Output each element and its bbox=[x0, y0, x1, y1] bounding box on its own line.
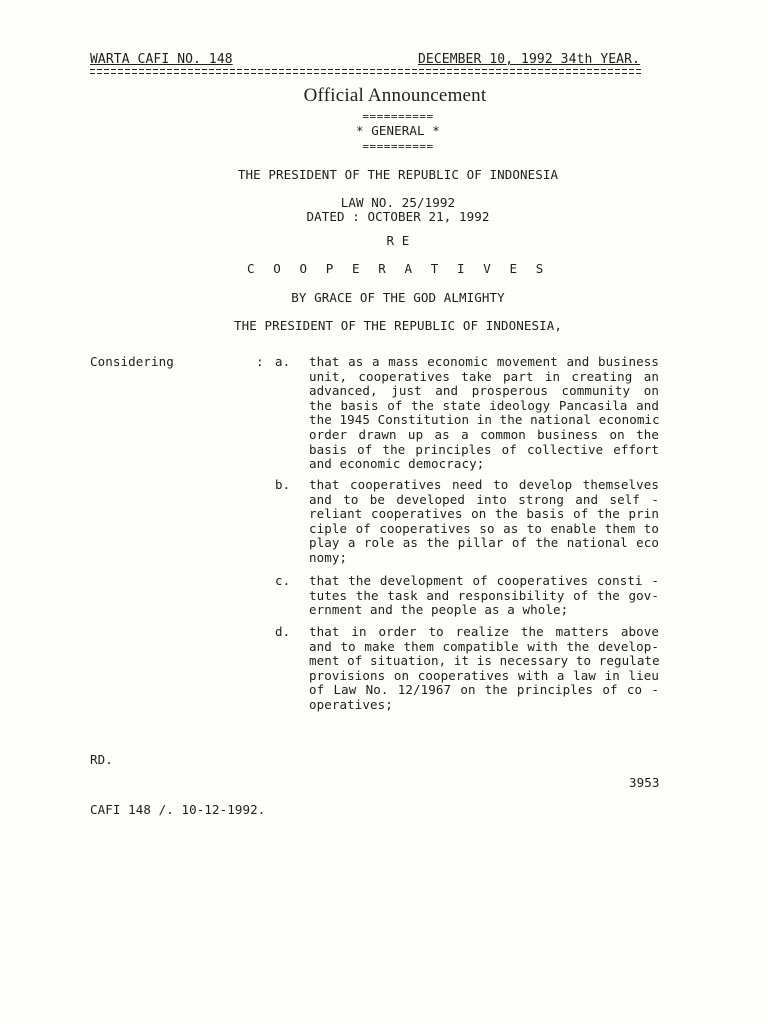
law-issuer: THE PRESIDENT OF THE REPUBLIC OF INDONESIA bbox=[237, 167, 559, 182]
item-letter-b: b. bbox=[275, 477, 291, 492]
footer-initials: RD. bbox=[90, 752, 113, 767]
section-rule-bottom: ========== bbox=[362, 140, 434, 153]
item-text-d bbox=[309, 625, 659, 713]
text-line: unit, cooperatives take part in creating an bbox=[309, 368, 659, 384]
text-line: the basis of the state ideology Pancasila and bbox=[309, 397, 659, 413]
law-date: DATED : OCTOBER 21, 1992 bbox=[306, 209, 490, 224]
text-line: reliant cooperatives on the basis of the prin bbox=[309, 506, 659, 522]
text-line: advanced, just and prosperous community on bbox=[309, 383, 659, 399]
item-text-b bbox=[309, 478, 659, 566]
header-date: DECEMBER 10, 1992 34th YEAR. bbox=[418, 52, 640, 67]
law-subject: C O O P E R A T I V E S bbox=[247, 261, 549, 276]
text-line: that the development of cooperatives consti - bbox=[309, 573, 659, 588]
text-line: that in order to realize the matters above bbox=[309, 624, 659, 639]
text-line: operatives; bbox=[309, 696, 393, 712]
text-line: and to be developed into strong and self - bbox=[309, 491, 659, 507]
text-line: nomy; bbox=[309, 549, 348, 565]
text-line: that cooperatives need to develop themselves bbox=[309, 477, 659, 492]
law-issuer-2: THE PRESIDENT OF THE REPUBLIC OF INDONESIA, bbox=[234, 318, 562, 333]
text-line: and economic democracy; bbox=[309, 456, 485, 472]
text-line: and to make them compatible with the develop- bbox=[309, 638, 659, 654]
text-line: ernment and the people as a whole; bbox=[309, 602, 569, 618]
page-title: Official Announcement bbox=[303, 85, 487, 106]
text-line: the 1945 Constitution in the national economic bbox=[309, 412, 660, 428]
header-publication: WARTA CAFI NO. 148 bbox=[90, 52, 233, 67]
text-line: play a role as the pillar of the national eco bbox=[309, 535, 659, 551]
text-line: of Law No. 12/1967 on the principles of co - bbox=[309, 682, 659, 698]
item-letter-d: d. bbox=[275, 624, 291, 639]
item-text-c bbox=[309, 574, 659, 618]
law-number: LAW NO. 25/1992 bbox=[340, 195, 456, 210]
item-letter-c: c. bbox=[275, 573, 291, 588]
text-line: provisions on cooperatives with a law in lieu bbox=[309, 667, 659, 683]
item-letter-a: a. bbox=[275, 354, 291, 369]
law-grace: BY GRACE OF THE GOD ALMIGHTY bbox=[291, 290, 505, 305]
text-line: ciple of cooperatives so as to enable them to bbox=[309, 520, 659, 536]
text-line: tutes the task and responsibility of the gov- bbox=[309, 587, 659, 603]
law-re: R E bbox=[386, 233, 410, 248]
text-line: ment of situation, it is necessary to regulate bbox=[309, 653, 660, 669]
section-label: * GENERAL * bbox=[356, 123, 440, 138]
page-number: 3953 bbox=[629, 775, 660, 790]
text-line: order drawn up as a common business on the bbox=[309, 426, 659, 442]
considering-label: Considering bbox=[90, 354, 174, 369]
header-double-rule bbox=[90, 69, 643, 75]
item-text-a bbox=[309, 355, 659, 472]
considering-colon: : bbox=[256, 354, 264, 369]
section-rule-top: ========== bbox=[362, 110, 434, 123]
text-line: basis of the principles of collective effort bbox=[309, 441, 659, 457]
text-line: that as a mass economic movement and business bbox=[309, 354, 659, 369]
footer-reference: CAFI 148 /. 10-12-1992. bbox=[90, 802, 266, 817]
